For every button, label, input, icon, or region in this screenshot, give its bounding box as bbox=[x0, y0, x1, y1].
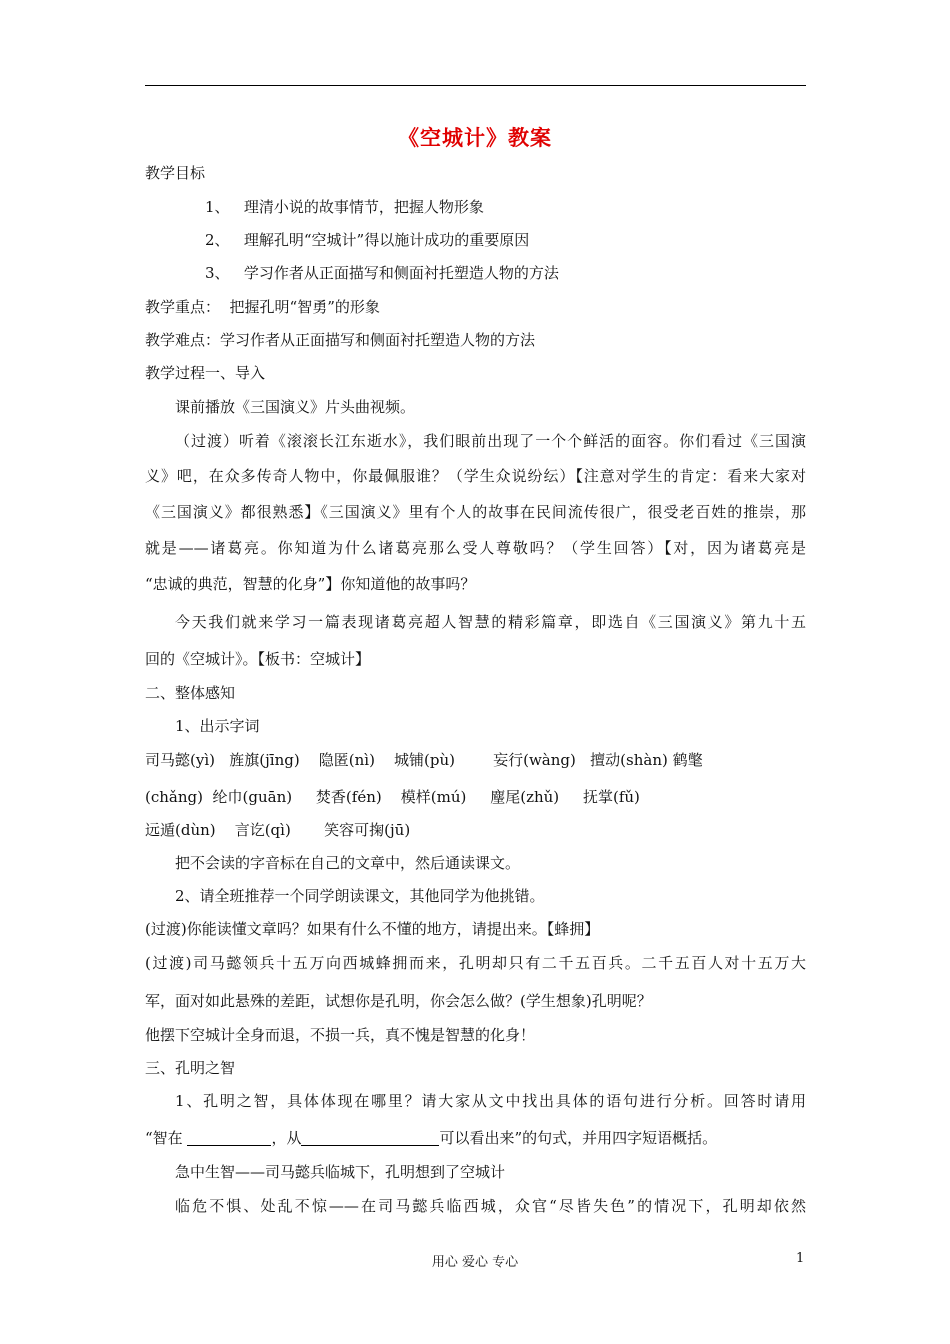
goal-number: 2、 bbox=[205, 231, 230, 249]
header-rule bbox=[145, 85, 806, 86]
answer-pattern bbox=[145, 1128, 717, 1148]
paragraph-line: 就是——诸葛亮。你知道为什么诸葛亮那么受人尊敬吗？（学生回答）【对，因为诸葛亮是 bbox=[145, 539, 806, 557]
list-item: 1、出示字词 bbox=[175, 717, 260, 735]
vocab-note: 把不会读的字音标在自己的文章中，然后通读课文。 bbox=[175, 854, 521, 872]
vocab-line: (chǎng) 纶巾(guān) 焚香(fén) 模样(mú) 麈尾(zhǔ) 抚掌(fǔ) bbox=[145, 788, 640, 806]
paragraph-line: 急中生智——司马懿兵临城下，孔明想到了空城计 bbox=[175, 1163, 506, 1181]
process-heading: 教学过程一、导入 bbox=[145, 364, 266, 382]
section-heading: 三、孔明之智 bbox=[145, 1059, 236, 1077]
pattern-part: 可以看出来”的句式，并用四字短语概括。 bbox=[439, 1129, 718, 1147]
goal-text: 学习作者从正面描写和侧面衬托塑造人物的方法 bbox=[243, 264, 559, 282]
key-point: 教学重点： 把握孔明“智勇”的形象 bbox=[145, 298, 380, 316]
list-item: 2、请全班推荐一个同学朗读课文，其他同学为他挑错。 bbox=[175, 887, 545, 905]
paragraph-line: 回的《空城计》。【板书：空城计】 bbox=[145, 650, 371, 668]
pattern-part: “智在 bbox=[145, 1129, 188, 1147]
vocab-line: 远遁(dùn) 言讫(qì) 笑容可掬(jū) bbox=[145, 821, 411, 839]
paragraph-line: 军，面对如此悬殊的差距，试想你是孔明，你会怎么做？(学生想象)孔明呢？ bbox=[145, 992, 652, 1010]
intro-line: 课前播放《三国演义》片头曲视频。 bbox=[175, 398, 416, 416]
goal-number: 1、 bbox=[205, 198, 230, 216]
paragraph-line: （过渡）听着《滚滚长江东逝水》，我们眼前出现了一个个鲜活的面容。你们看过《三国演 bbox=[175, 432, 806, 450]
paragraph-line: 《三国演义》都很熟悉】《三国演义》里有个人的故事在民间流传很广，很受老百姓的推崇，那 bbox=[145, 503, 806, 521]
section-heading: 二、整体感知 bbox=[145, 684, 236, 702]
paragraph-line: 临危不惧、处乱不惊——在司马懿兵临西城，众官“尽皆失色”的情况下，孔明却依然 bbox=[175, 1197, 806, 1215]
paragraph-line: 1、孔明之智，具体体现在哪里？请大家从文中找出具体的语句进行分析。回答时请用 bbox=[175, 1092, 806, 1110]
goal-item bbox=[205, 263, 559, 283]
goal-item bbox=[205, 197, 484, 217]
difficulty: 教学难点：学习作者从正面描写和侧面衬托塑造人物的方法 bbox=[145, 331, 536, 349]
goal-text: 理解孔明“空城计”得以施计成功的重要原因 bbox=[243, 231, 530, 249]
page-footer: 用心 爱心 专心 bbox=[431, 1255, 519, 1270]
goal-number: 3、 bbox=[205, 264, 230, 282]
pattern-part: ，从 bbox=[271, 1129, 302, 1147]
paragraph-line: 他摆下空城计全身而退，不损一兵，真不愧是智慧的化身！ bbox=[145, 1026, 536, 1044]
transition-line: (过渡)你能读懂文章吗？如果有什么不懂的地方，请提出来。【蜂拥】 bbox=[145, 920, 600, 938]
page-number: 1 bbox=[796, 1251, 805, 1266]
answer-blank bbox=[187, 1129, 271, 1146]
vocab-line: 司马懿(yì) 旌旗(jīng) 隐匿(nì) 城铺(pù) 妄行(wàng) 擅动(shàn) 鹤氅 bbox=[145, 751, 703, 769]
page-title: 《空城计》教案 bbox=[398, 125, 552, 150]
paragraph-line: (过渡)司马懿领兵十五万向西城蜂拥而来，孔明却只有二千五百兵。二千五百人对十五万大 bbox=[145, 954, 806, 972]
paragraph-line: 今天我们就来学习一篇表现诸葛亮超人智慧的精彩篇章，即选自《三国演义》第九十五 bbox=[175, 613, 806, 631]
goal-item bbox=[205, 230, 529, 250]
goal-text: 理清小说的故事情节，把握人物形象 bbox=[243, 198, 484, 216]
answer-blank bbox=[301, 1129, 439, 1146]
paragraph-line: “忠诚的典范，智慧的化身”】你知道他的故事吗？ bbox=[145, 575, 476, 593]
paragraph-line: 义》吧，在众多传奇人物中，你最佩服谁？（学生众说纷纭）【注意对学生的肯定：看来大家对 bbox=[145, 467, 806, 485]
goals-heading: 教学目标 bbox=[145, 164, 206, 182]
